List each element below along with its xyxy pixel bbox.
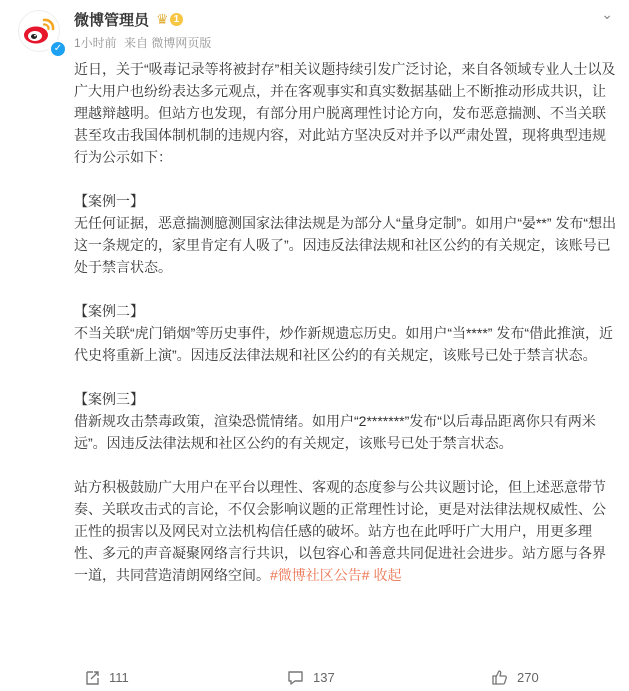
- closing-text: 站方积极鼓励广大用户在平台以理性、客观的态度参与公共议题讨论，但上述恶意带节奏、关联攻击式的言论，不仅会影响议题的正常理性讨论，更是对法律法规权威性、公正性的损害以及网民对立法机构信任感的破坏。站方也在此呼吁广大用户，用更多理性、多元的声音凝聚网络言行共识，以包容心和善意共同促进社会进步。站方愿与各界一道，共同营造清朗网络空间。: [74, 479, 606, 583]
- post-content: [74, 58, 617, 586]
- chevron-down-icon[interactable]: ⌄: [601, 6, 613, 22]
- member-level: 1: [170, 13, 184, 26]
- member-badge[interactable]: [156, 10, 183, 28]
- hashtag-link[interactable]: #微博社区公告#: [270, 567, 370, 583]
- crown-icon: ♛: [156, 11, 169, 27]
- repost-icon: [84, 670, 100, 686]
- comment-count: 137: [313, 670, 335, 685]
- thumbs-up-icon: [491, 669, 508, 686]
- post-time[interactable]: 1小时前: [74, 36, 117, 50]
- post-source: 来自 微博网页版: [124, 36, 212, 50]
- case2-text: 不当关联“虎门销烟”等历史事件，炒作新规遗忘历史。如用户“当****” 发布“借此推演，近代史将重新上演”。因违反法律法规和社区公约的有关规定，该账号已处于禁言状态。: [74, 325, 613, 363]
- action-bar: [0, 664, 629, 691]
- case1-title: 【案例一】: [74, 193, 144, 209]
- verified-badge-icon: ✓: [49, 40, 67, 58]
- case3-text: 借新规攻击禁毒政策，渲染恐慌情绪。如用户“2*******”发布“以后毒品距离你只有两米远”。因违反法律法规和社区公约的有关规定，该账号已处于禁言状态。: [74, 413, 596, 451]
- case1-text: 无任何证据，恶意揣测臆测国家法律法规是为部分人“量身定制”。如用户“晏**” 发布“想出这一条规定的，家里肯定有人吸了”。因违反法律法规和社区公约的有关规定，该账号已处于禁言状态。: [74, 215, 617, 275]
- collapse-link[interactable]: 收起: [373, 567, 402, 583]
- closing-paragraph: [74, 476, 617, 586]
- comment-button[interactable]: [287, 670, 335, 686]
- intro-paragraph: 近日，关于“吸毒记录等将被封存”相关议题持续引发广泛讨论，来自各领域专业人士以及广大用户也纷纷表达多元观点，并在客观事实和真实数据基础上不断推动形成共识，让理越辩越明。但站方也发现，有部分用户脱离理性讨论方向，发布恶意揣测、不当关联甚至攻击我国体制机制的违规内容，对此站方坚决反对并予以严肃处置，现将典型违规行为公示如下：: [74, 61, 616, 165]
- post-meta: [74, 34, 215, 51]
- repost-button[interactable]: [84, 670, 129, 686]
- like-count: 270: [517, 670, 539, 685]
- author-name[interactable]: 微博管理员: [74, 12, 150, 29]
- like-button[interactable]: [491, 669, 539, 686]
- case3-title: 【案例三】: [74, 391, 144, 407]
- repost-count: 111: [109, 670, 129, 685]
- comment-icon: [287, 670, 304, 686]
- case2-title: 【案例二】: [74, 303, 144, 319]
